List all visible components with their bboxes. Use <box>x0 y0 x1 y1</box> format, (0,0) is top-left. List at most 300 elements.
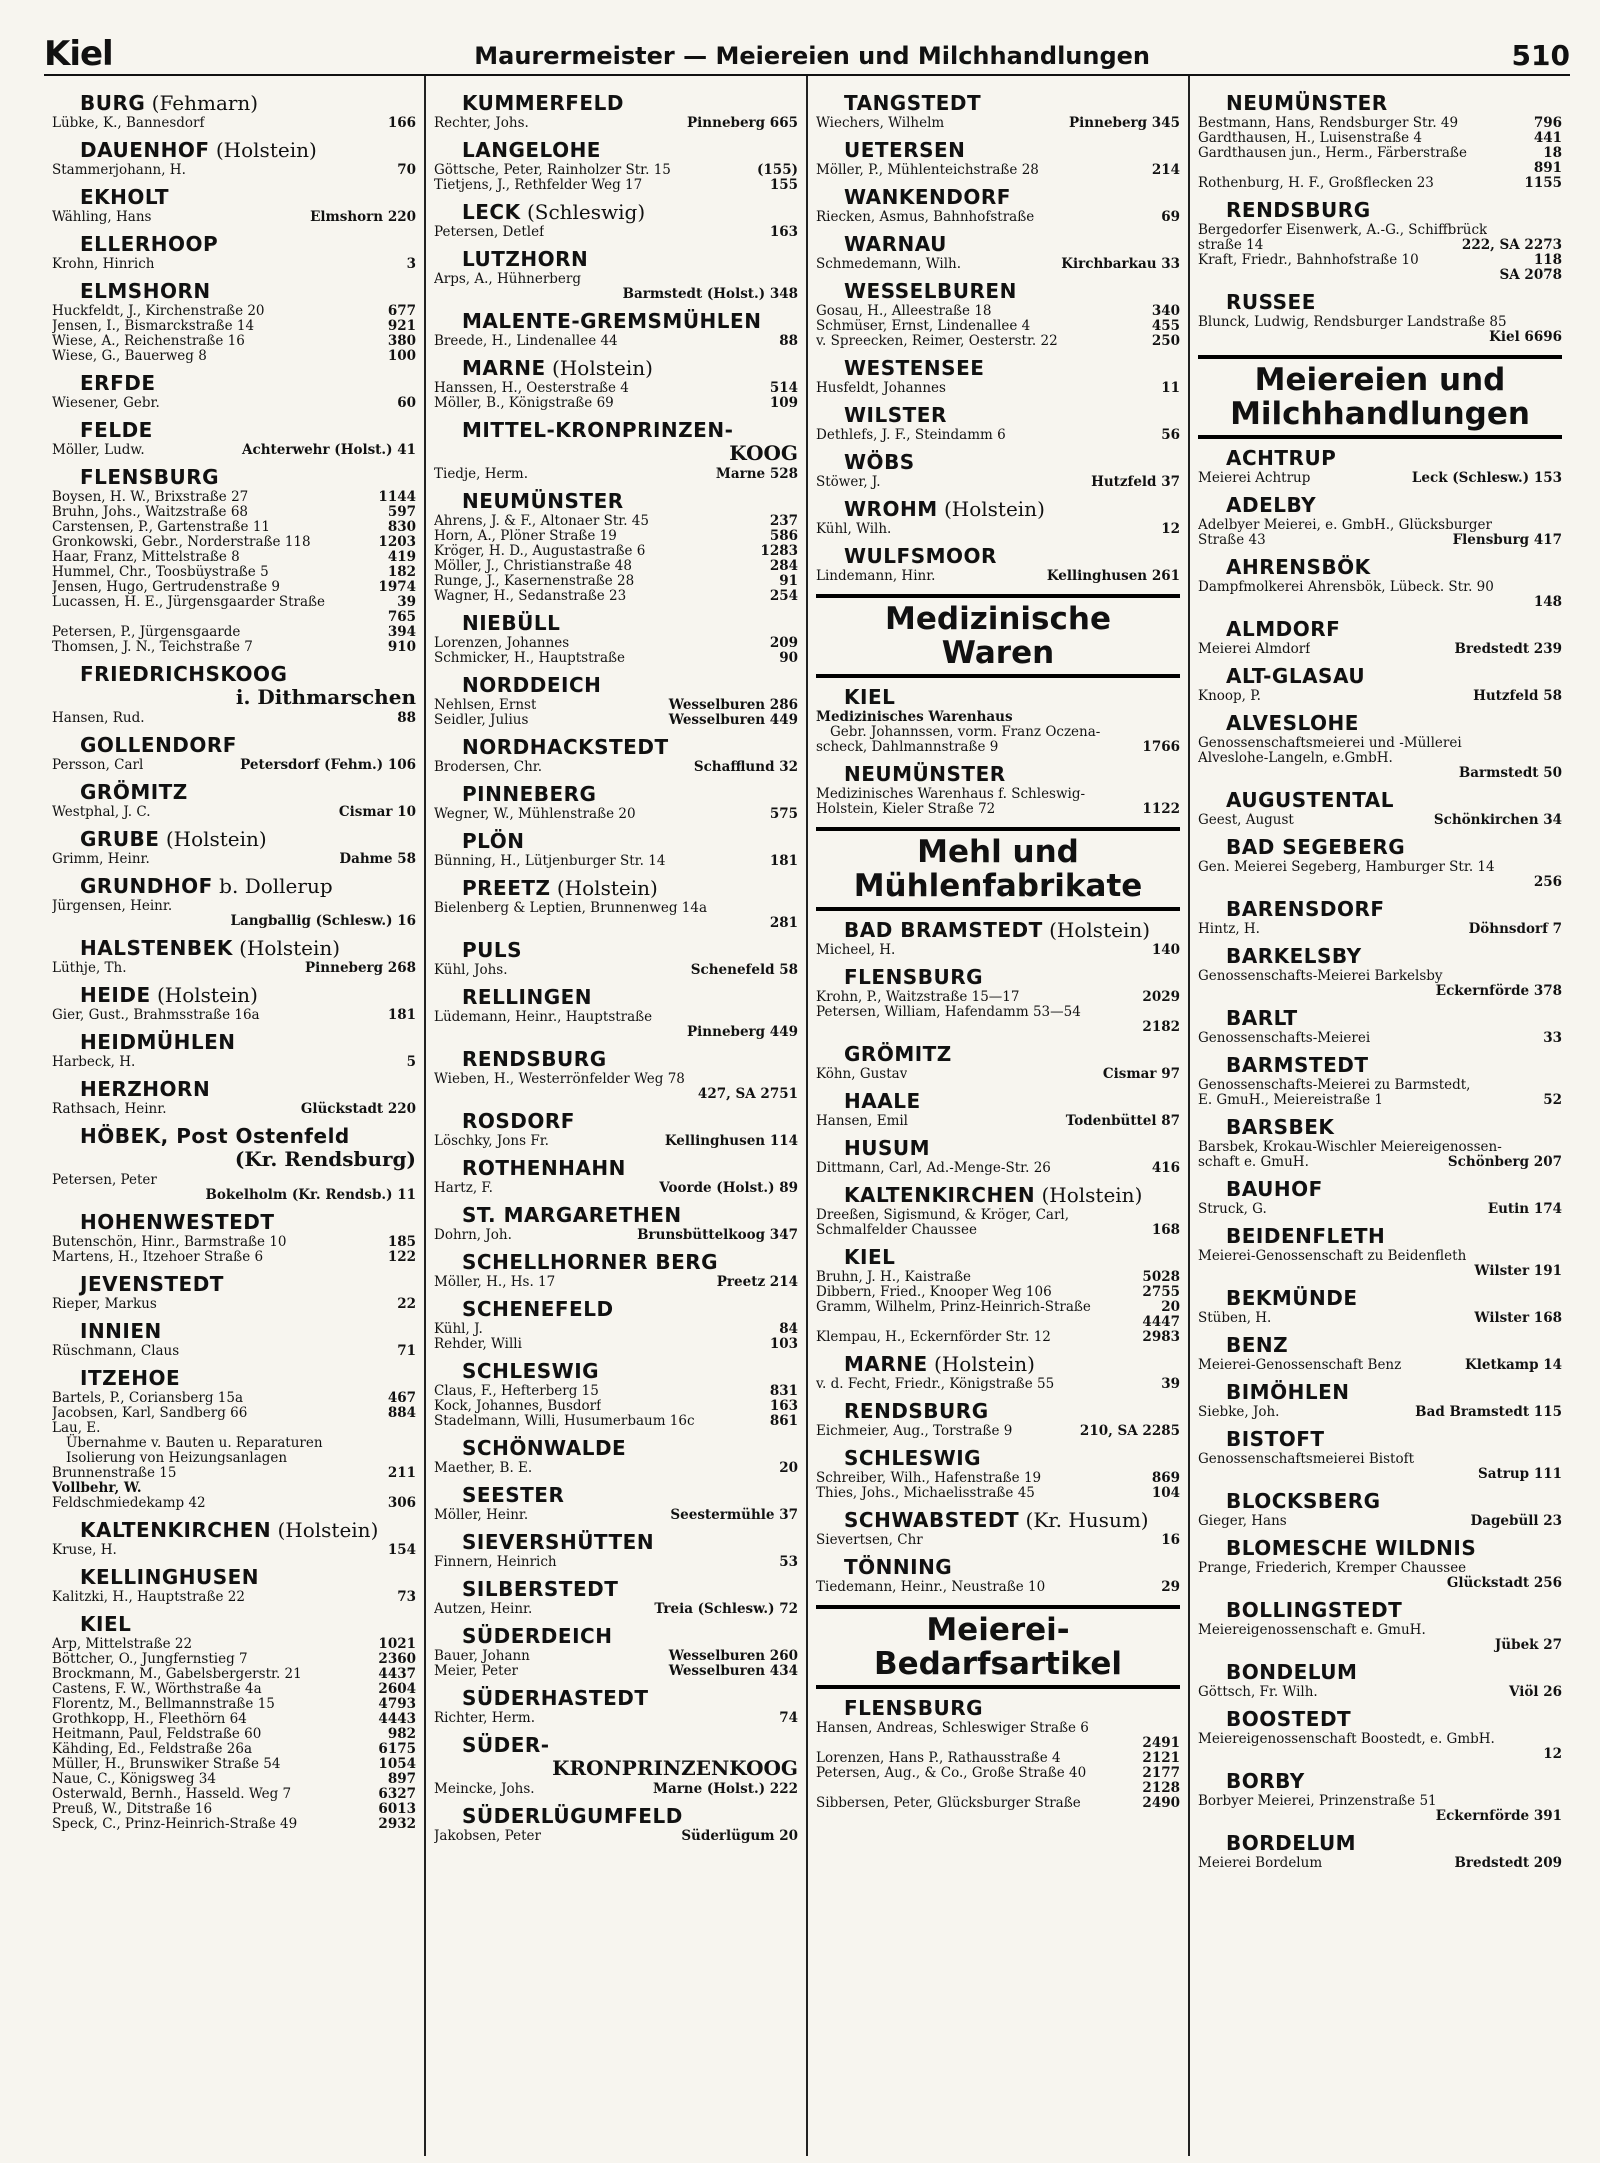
place-heading <box>1226 1333 1562 1357</box>
listing-entry <box>52 1787 416 1802</box>
entry-name: Grothkopp, H., Fleethörn 64 <box>52 1712 247 1727</box>
listing-entry <box>52 1466 416 1481</box>
entry-name: Castens, F. W., Wörthstraße 4a <box>52 1682 262 1697</box>
category-heading: Meiereien und Milchhandlungen <box>1198 355 1562 439</box>
place-heading <box>462 309 798 333</box>
place-heading <box>80 780 416 804</box>
entry-name: Klempau, H., Eckernförder Str. 12 <box>816 1330 1051 1345</box>
entry-phone: 514 <box>769 380 798 396</box>
entry-name: Lucassen, H. E., Jürgensgaarder Straße <box>52 595 326 610</box>
entry-phone: Schenefeld 58 <box>690 962 798 978</box>
entry-name: Stüben, H. <box>1198 1311 1272 1326</box>
place-name: LECK <box>462 200 521 224</box>
listing-entry <box>816 1114 1180 1129</box>
entry-phone: 29 <box>1161 1579 1180 1595</box>
listing-entry <box>52 852 416 867</box>
entry-phone: 122 <box>387 1249 416 1265</box>
entry-phone: 455 <box>1151 318 1180 334</box>
listing-entry <box>1198 689 1562 704</box>
entry-phone-cont: 12 <box>1543 1746 1562 1762</box>
place-name: ALMDORF <box>1226 617 1341 641</box>
listing-entry <box>52 899 416 914</box>
entry-name: Meierei-Genossenschaft Benz <box>1198 1358 1402 1373</box>
entry-name: Meierei-Genossenschaft zu Beidenfleth <box>1198 1249 1467 1264</box>
entry-name: Wegner, W., Mühlenstraße 20 <box>434 807 636 822</box>
entry-name: Persson, Carl <box>52 758 144 773</box>
entry-name: Gardthausen, H., Luisenstraße 4 <box>1198 131 1422 146</box>
listing-entry <box>1198 969 1562 984</box>
entry-name: Genossenschafts-Meierei <box>1198 1031 1371 1046</box>
listing-entry <box>1198 1311 1562 1326</box>
entry-phone: 6327 <box>378 1786 416 1802</box>
place-heading <box>1226 788 1562 812</box>
entry-phone: Pinneberg 665 <box>687 115 798 131</box>
entry-phone: 73 <box>397 1589 416 1605</box>
place-heading <box>462 91 798 115</box>
entry-name: Huckfeldt, J., Kirchenstraße 20 <box>52 304 265 319</box>
place-name: SCHLESWIG <box>844 1446 982 1470</box>
listing-entry <box>816 1486 1180 1501</box>
place-heading <box>462 1203 798 1227</box>
listing-entry <box>816 116 1180 131</box>
listing-entry <box>434 854 798 869</box>
place-name: RELLINGEN <box>462 985 593 1009</box>
place-heading <box>1226 1831 1562 1855</box>
listing-entry <box>434 1072 798 1087</box>
entry-phone: 69 <box>1161 209 1180 225</box>
place-heading <box>1226 1006 1562 1030</box>
entry-name: Böttcher, O., Jungfernstieg 7 <box>52 1652 248 1667</box>
entry-name: Möller, Ludw. <box>52 443 145 458</box>
listing-entry <box>816 475 1180 490</box>
entry-phone: 419 <box>387 549 416 565</box>
entry-phone: Bredstedt 209 <box>1454 1855 1562 1871</box>
listing-entry <box>816 990 1180 1005</box>
entry-phone <box>1556 1249 1562 1264</box>
entry-phone-cont: Bokelholm (Kr. Rendsb.) 11 <box>205 1187 416 1203</box>
place-heading <box>1226 1707 1562 1731</box>
entry-phone: Preetz 214 <box>716 1274 798 1290</box>
entry-phone: Leck (Schlesw.) 153 <box>1411 470 1562 486</box>
page-header <box>44 22 1570 76</box>
entry-name: Hanssen, H., Oesterstraße 4 <box>434 381 629 396</box>
entry-phone <box>1556 736 1562 751</box>
listing-entry <box>52 1817 416 1832</box>
entry-phone: 91 <box>779 573 798 589</box>
entry-phone: 575 <box>769 806 798 822</box>
place-name: GRÖMITZ <box>80 780 188 804</box>
entry-phone <box>1174 1005 1180 1020</box>
listing-entry <box>434 467 798 482</box>
listing-entry <box>52 805 416 820</box>
listing-entry <box>1198 146 1562 161</box>
place-qualifier: (Holstein) <box>159 827 267 851</box>
listing-entry <box>1198 131 1562 146</box>
entry-phone: Treia (Schlesw.) 72 <box>654 1601 798 1617</box>
entry-name: Krohn, Hinrich <box>52 257 155 272</box>
entry-name: Kühl, Johs. <box>434 963 508 978</box>
listing-entry <box>434 651 798 666</box>
place-heading <box>1226 1536 1562 1560</box>
entry-phone <box>1556 1623 1562 1638</box>
listing-entry <box>1198 1405 1562 1420</box>
entry-phone <box>410 1173 416 1188</box>
entry-phone: 2177 <box>1142 1765 1180 1781</box>
entry-phone: 830 <box>387 519 416 535</box>
place-heading <box>462 247 798 271</box>
place-heading <box>80 1565 416 1589</box>
entry-phone: Wesselburen 260 <box>668 1648 798 1664</box>
listing-entry <box>816 943 1180 958</box>
place-qualifier: (Holstein) <box>271 1518 379 1542</box>
entry-phone: 16 <box>1161 1532 1180 1548</box>
place-heading <box>80 1077 416 1101</box>
entry-name: v. d. Fecht, Friedr., Königstraße 55 <box>816 1377 1055 1392</box>
entry-name: Meier, Peter <box>434 1664 519 1679</box>
entry-name: Tiedje, Herm. <box>434 467 529 482</box>
listing-entry <box>52 1590 416 1605</box>
entry-phone: 982 <box>387 1726 416 1742</box>
entry-name: Siebke, Joh. <box>1198 1405 1280 1420</box>
entry-name: Wieben, H., Westerrönfelder Weg 78 <box>434 1072 685 1087</box>
place-heading <box>462 1530 798 1554</box>
listing-entry <box>52 1757 416 1772</box>
entry-name: Speck, C., Prinz-Heinrich-Straße 49 <box>52 1817 298 1832</box>
listing-entry <box>434 1134 798 1149</box>
listing-entry <box>1198 238 1562 253</box>
listing-entry <box>816 1580 1180 1595</box>
listing-entry <box>816 304 1180 319</box>
entry-phone: Kellinghusen 261 <box>1046 568 1180 584</box>
place-qualifier: (Kr. Husum) <box>1019 1508 1149 1532</box>
place-name: GRUNDHOF <box>80 874 213 898</box>
place-heading <box>462 1156 798 1180</box>
listing-entry <box>1198 1093 1562 1108</box>
place-heading <box>844 1446 1180 1470</box>
entry-name: Möller, H., Hs. 17 <box>434 1275 556 1290</box>
entry-name: Grimm, Heinr. <box>52 852 150 867</box>
entry-phone: Schönberg 207 <box>1447 1154 1562 1170</box>
place-name: SCHWABSTEDT <box>844 1508 1020 1532</box>
entry-phone: 209 <box>769 635 798 651</box>
place-name: WESTENSEE <box>844 356 985 380</box>
entry-phone-cont: Wilster 191 <box>1474 1263 1562 1279</box>
listing-entry <box>816 428 1180 443</box>
entry-name: Geest, August <box>1198 813 1294 828</box>
entry-phone: 185 <box>387 1234 416 1250</box>
entry-phone: 2121 <box>1142 1750 1180 1766</box>
entry-phone: 20 <box>1161 1299 1180 1315</box>
place-heading <box>80 279 416 303</box>
place-heading <box>844 544 1180 568</box>
entry-phone: Wesselburen 286 <box>668 697 798 713</box>
entry-phone: 340 <box>1151 303 1180 319</box>
entry-name: Genossenschaftsmeierei Bistoft <box>1198 1452 1415 1467</box>
listing-entry <box>1198 736 1562 751</box>
entry-phone: 597 <box>387 504 416 520</box>
place-heading <box>1226 835 1562 859</box>
entry-phone: 88 <box>779 333 798 349</box>
entry-phone: Wesselburen 449 <box>668 712 798 728</box>
column-1 <box>44 76 426 2156</box>
place-heading <box>462 673 798 697</box>
listing-entry <box>52 304 416 319</box>
listing-entry <box>434 1829 798 1844</box>
listing-entry <box>1198 922 1562 937</box>
place-name: ST. MARGARETHEN <box>462 1203 682 1227</box>
entry-name: Micheel, H. <box>816 943 896 958</box>
listing-entry <box>1198 1514 1562 1529</box>
entry-name: Schmüser, Ernst, Lindenallee 4 <box>816 319 1031 334</box>
entry-name: Naue, C., Königsweg 34 <box>52 1772 216 1787</box>
entry-name: Wiese, A., Reichenstraße 16 <box>52 334 245 349</box>
listing-entry <box>52 1102 416 1117</box>
entry-phone: 677 <box>387 303 416 319</box>
listing-entry <box>52 1667 416 1682</box>
entry-name: Medizinisches Warenhaus <box>816 710 1013 725</box>
place-name: NEUMÜNSTER <box>844 762 1006 786</box>
entry-name: Tietjens, J., Rethfelder Weg 17 <box>434 178 643 193</box>
listing-entry <box>434 807 798 822</box>
entry-name: Husfeldt, Johannes <box>816 381 946 396</box>
place-name: KALTENKIRCHEN <box>80 1518 272 1542</box>
listing-entry <box>52 961 416 976</box>
listing-entry <box>816 334 1180 349</box>
listing-entry <box>52 1742 416 1757</box>
entry-name: Riecken, Asmus, Bahnhofstraße <box>816 210 1035 225</box>
place-heading <box>462 938 798 962</box>
listing-entry <box>816 319 1180 334</box>
place-heading <box>462 1624 798 1648</box>
entry-phone: 53 <box>779 1554 798 1570</box>
place-name: BARMSTEDT <box>1226 1053 1369 1077</box>
entry-name: Eichmeier, Aug., Torstraße 9 <box>816 1424 1013 1439</box>
listing-entry <box>52 163 416 178</box>
listing-entry <box>1198 1856 1562 1871</box>
entry-name: Hartz, F. <box>434 1181 493 1196</box>
place-name: TANGSTEDT <box>844 91 982 115</box>
entry-phone: 56 <box>1161 427 1180 443</box>
place-heading <box>1226 1489 1562 1513</box>
listing-entry <box>1198 1452 1562 1467</box>
entry-phone-cont: Glückstadt 256 <box>1446 1575 1562 1591</box>
entry-name: Meincke, Johs. <box>434 1782 535 1797</box>
entry-phone: 211 <box>387 1465 416 1481</box>
entry-phone: Dagebüll 23 <box>1470 1513 1562 1529</box>
place-heading <box>1226 711 1562 735</box>
place-name: FLENSBURG <box>844 1696 984 1720</box>
place-name: FLENSBURG <box>80 465 220 489</box>
listing-entry <box>52 1802 416 1817</box>
entry-phone: 154 <box>387 1542 416 1558</box>
place-name: SCHELLHORNER BERG <box>462 1250 719 1274</box>
listing-entry <box>434 529 798 544</box>
entry-phone-cont: 2491 <box>1142 1735 1180 1751</box>
entry-phone <box>1174 1208 1180 1223</box>
place-heading <box>80 91 416 115</box>
listing-entry <box>52 490 416 505</box>
place-name: BEKMÜNDE <box>1226 1286 1358 1310</box>
listing-entry <box>1198 860 1562 875</box>
header-city: Kiel <box>44 34 113 74</box>
entry-name: Horn, A., Plöner Straße 19 <box>434 529 617 544</box>
entry-name: Maether, B. E. <box>434 1461 533 1476</box>
listing-entry <box>816 1285 1180 1300</box>
entry-phone-cont: Langballig (Schlesw.) 16 <box>230 913 416 929</box>
place-name: JEVENSTEDT <box>80 1272 224 1296</box>
place-name: MITTEL-KRONPRINZEN- <box>462 418 734 442</box>
column-3 <box>808 76 1190 2156</box>
place-name: BARLT <box>1226 1006 1298 1030</box>
place-heading <box>462 489 798 513</box>
place-heading <box>80 1366 416 1390</box>
listing-entry <box>52 520 416 535</box>
entry-name: Barsbek, Krokau-Wischler Meiereigenossen- <box>1198 1140 1502 1155</box>
place-heading <box>80 733 416 757</box>
entry-name: Ahrens, J. & F., Altonaer Str. 45 <box>434 514 649 529</box>
listing-entry <box>52 1250 416 1265</box>
entry-name: Bruhn, J. H., Kaistraße <box>816 1270 971 1285</box>
place-name: MARNE <box>462 356 546 380</box>
entry-phone: 1122 <box>1142 801 1180 817</box>
place-name: BONDELUM <box>1226 1660 1358 1684</box>
entry-phone: 104 <box>1151 1485 1180 1501</box>
place-heading <box>844 685 1180 709</box>
listing-entry <box>1198 223 1562 238</box>
entry-phone: 39 <box>397 594 416 610</box>
entry-name: Florentz, M., Bellmannstraße 15 <box>52 1697 275 1712</box>
entry-name: Petersen, Aug., & Co., Große Straße 40 <box>816 1766 1087 1781</box>
entry-name: Möller, P., Mühlenteichstraße 28 <box>816 163 1039 178</box>
entry-phone-cont: 4447 <box>1142 1314 1180 1330</box>
place-name: NEUMÜNSTER <box>1226 91 1388 115</box>
entry-phone: 6175 <box>378 1741 416 1757</box>
place-name: GRUBE <box>80 827 160 851</box>
entry-name: Breede, H., Lindenallee 44 <box>434 334 618 349</box>
place-name: KALTENKIRCHEN <box>844 1183 1036 1207</box>
listing-entry <box>434 713 798 728</box>
entry-name: Rechter, Johs. <box>434 116 529 131</box>
entry-name: Sievertsen, Chr <box>816 1533 923 1548</box>
entry-phone: 163 <box>769 1398 798 1414</box>
entry-phone <box>792 1010 798 1025</box>
entry-name: Kalitzki, H., Hauptstraße 22 <box>52 1590 245 1605</box>
entry-phone: 70 <box>397 162 416 178</box>
entry-name: Wagner, H., Sedanstraße 23 <box>434 589 627 604</box>
entry-phone: Cismar 97 <box>1102 1066 1180 1082</box>
place-heading <box>1226 493 1562 517</box>
place-heading <box>80 1030 416 1054</box>
entry-phone: 237 <box>769 513 798 529</box>
listing-entry <box>1198 518 1562 533</box>
listing-entry <box>1198 813 1562 828</box>
place-name: RENDSBURG <box>1226 198 1371 222</box>
listing-entry <box>1198 1031 1562 1046</box>
entry-phone: 394 <box>387 624 416 640</box>
entry-name: Adelbyer Meierei, e. GmbH., Glücksburger <box>1198 518 1492 533</box>
entry-phone-cont: Kiel 6696 <box>1489 329 1562 345</box>
listing-entry <box>816 1005 1180 1020</box>
place-name: RENDSBURG <box>844 1399 989 1423</box>
place-heading <box>1226 1053 1562 1077</box>
entry-phone-cont: 148 <box>1533 594 1562 610</box>
listing-entry <box>52 1344 416 1359</box>
listing-entry <box>434 1664 798 1679</box>
entry-name: Kock, Johannes, Busdorf <box>434 1399 602 1414</box>
place-heading <box>844 918 1180 942</box>
entry-name: Bergedorfer Eisenwerk, A.-G., Schiffbrück <box>1198 223 1488 238</box>
listing-entry <box>52 1173 416 1188</box>
listing-entry <box>816 1300 1180 1315</box>
entry-name: Dittmann, Carl, Ad.-Menge-Str. 26 <box>816 1161 1051 1176</box>
entry-name: Gieger, Hans <box>1198 1514 1287 1529</box>
place-heading <box>1226 1769 1562 1793</box>
listing-entry <box>434 1181 798 1196</box>
entry-name: Martens, H., Itzehoer Straße 6 <box>52 1250 264 1265</box>
place-name: BLOMESCHE WILDNIS <box>1226 1536 1477 1560</box>
place-name: HEIDMÜHLEN <box>80 1030 236 1054</box>
place-heading-cont: KOOG <box>729 441 798 465</box>
place-name: BORBY <box>1226 1769 1305 1793</box>
entry-phone: 306 <box>387 1495 416 1511</box>
place-heading <box>844 279 1180 303</box>
listing-entry <box>52 1727 416 1742</box>
entry-phone: 5028 <box>1142 1269 1180 1285</box>
entry-name: Prange, Friederich, Kremper Chaussee <box>1198 1561 1467 1576</box>
listing-entry <box>52 334 416 349</box>
place-heading <box>1226 1380 1562 1404</box>
place-heading <box>1226 1427 1562 1451</box>
listing-entry <box>816 381 1180 396</box>
entry-phone <box>1174 710 1180 725</box>
place-qualifier: (Holstein) <box>545 356 653 380</box>
entry-name: Holstein, Kieler Straße 72 <box>816 802 996 817</box>
entry-phone: Marne (Holst.) 222 <box>653 1781 798 1797</box>
listing-entry <box>816 1796 1180 1811</box>
place-name: RUSSEE <box>1226 290 1316 314</box>
place-name: BORDELUM <box>1226 1831 1357 1855</box>
place-heading <box>80 1319 416 1343</box>
place-name: KIEL <box>80 1612 132 1636</box>
entry-name: Gosau, H., Alleestraße 18 <box>816 304 992 319</box>
entry-phone: 5 <box>406 1054 416 1070</box>
entry-phone: 88 <box>397 710 416 726</box>
category-heading: Medizinische Waren <box>816 594 1180 678</box>
entry-phone: Petersdorf (Fehm.) 106 <box>240 757 416 773</box>
listing-entry <box>434 1555 798 1570</box>
entry-phone-cont: Satrup 111 <box>1478 1466 1562 1482</box>
entry-phone: 222, SA 2273 <box>1461 237 1562 253</box>
place-name: WANKENDORF <box>844 185 1011 209</box>
listing-entry <box>1198 580 1562 595</box>
entry-phone: Kletkamp 14 <box>1465 1357 1562 1373</box>
place-heading <box>462 985 798 1009</box>
place-name: FELDE <box>80 418 153 442</box>
entry-phone-cont: Pinneberg 449 <box>687 1024 798 1040</box>
entry-name: Jakobsen, Peter <box>434 1829 541 1844</box>
place-heading <box>80 138 416 162</box>
entry-name: Petersen, Peter <box>52 1173 157 1188</box>
entry-name: Vollbehr, W. <box>52 1481 142 1496</box>
place-name: SÜDERDEICH <box>462 1624 613 1648</box>
entry-name: Preuß, W., Ditstraße 16 <box>52 1802 213 1817</box>
entry-phone <box>1556 751 1562 766</box>
entry-name: Bünning, H., Lütjenburger Str. 14 <box>434 854 666 869</box>
listing-entry <box>1198 1155 1562 1170</box>
entry-name: Struck, G. <box>1198 1202 1267 1217</box>
listing-entry <box>816 1161 1180 1176</box>
entry-name: Gardthausen jun., Herm., Färberstraße <box>1198 146 1467 161</box>
